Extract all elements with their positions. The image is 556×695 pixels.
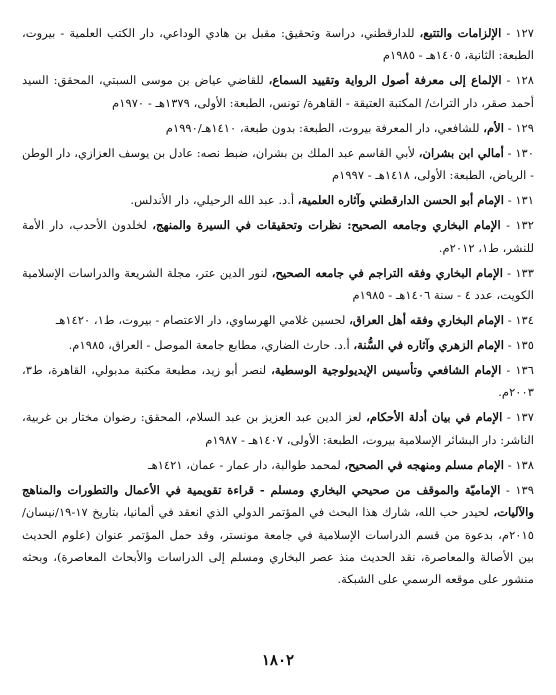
- bibliography-entry: ١٣٥ - الإمام الزهري وآثاره في السُّنة، أ.د. حارث الضاري، مطابع جامعة الموصل - العراق، ١٩٨٥م.: [68, 338, 534, 353]
- entry-number: ١٣٥: [515, 338, 534, 353]
- entry-title: الإماميّة والموقف من صحيحي البخاري ومسلم - قراءة تقويمية في الأعمال والتطورات والمناهج والآليات،: [22, 482, 534, 520]
- entry-title: الإمام البخاري وجامعه الصحيح: نظرات وتحقيقات في السيرة والمنهج،: [152, 218, 501, 233]
- entry-details: لحيدر حب الله، شارك هذا البحث في المؤتمر الدولي الذي انعقد في ألمانيا، بتاريخ ١٧-١٩/نيسان/٢٠١٥م، بدعوة من قسم الدراسات الإسلامية في جامعة مونستر، وقد حمل المؤتمر عنوان (علوم الحديث بين الأصالة والمعاصرة، نقد الحديث منذ عصر البخاري ومسلم إلى الدراسات والأبحاث المعاصرة)، وبحثه منشور على موقعه الرسمي على الشبكة.: [22, 505, 534, 587]
- entry-title: الأم،: [483, 120, 505, 135]
- entry-title: الإمام مسلم ومنهجه في الصحيح،: [344, 457, 505, 472]
- bibliography-entry: ١٣٦ - الإمام الشافعي وتأسيس الإيديولوجية الوسطية، لنصر أبو زيد، مطبعة مكتبة مدبولي، القاهرة، ط٣، ٢٠٠٣م.: [22, 363, 534, 400]
- entry-number: ١٢٨: [515, 73, 534, 88]
- entry-title: الإمام البخاري وفقه أهل العراق،: [349, 313, 505, 328]
- bibliography-entry: ١٣٨ - الإمام مسلم ومنهجه في الصحيح، لمحمد طوالبة، دار عمار - عمان، ١٤٢١هـ: [148, 457, 534, 472]
- entry-number: ١٣٤: [515, 313, 534, 328]
- entry-number: ١٣٣: [515, 265, 534, 280]
- bibliography-entry: ١٣١ - الإمام أبو الحسن الدارقطني وآثاره العلمية، أ.د. عبد الله الرحيلي، دار الأندلس.: [130, 193, 534, 208]
- bibliography-entry: ١٣٩ - الإماميّة والموقف من صحيحي البخاري ومسلم - قراءة تقويمية في الأعمال والتطورات والمناهج والآليات، لحيدر حب الله، شارك هذا البحث في المؤتمر الدولي الذي انعقد في ألمانيا، بتاريخ ١٧-١٩/نيسان/٢٠١٥م، بدعوة من قسم الدراسات الإسلامية في جامعة مونستر، وقد حمل المؤتمر عنوان (علوم الحديث بين الأصالة والمعاصرة، نقد الحديث منذ عصر البخاري ومسلم إلى الدراسات والأبحاث المعاصرة)، وبحثه منشور على موقعه الرسمي على الشبكة.: [22, 482, 534, 587]
- entry-number: ١٣٠: [515, 145, 535, 160]
- entry-details: أ.د. عبد الله الرحيلي، دار الأندلس.: [130, 193, 298, 208]
- entry-title: الإمام البخاري وفقه التراجم في جامعه الصحيح،: [271, 265, 503, 280]
- bibliography-entry: ١٣٢ - الإمام البخاري وجامعه الصحيح: نظرات وتحقيقات في السيرة والمنهج، لخلدون الأحدب، دار الأمة للنشر، ط١، ٢٠١٢م.: [22, 218, 535, 255]
- entry-title: الإمام أبو الحسن الدارقطني وآثاره العلمية،: [297, 193, 505, 208]
- entry-details: لخلدون الأحدب، دار الأمة للنشر، ط١، ٢٠١٢م.: [22, 218, 534, 255]
- entry-title: الإلماع إلى معرفة أصول الرواية وتقييد السماع،: [268, 73, 502, 88]
- entry-details: لنور الدين عتر، مجلة الشريعة والدراسات الإسلامية الكويت، عدد ٤ - سنة ١٤٠٦هـ - ١٩٨٥م: [22, 265, 534, 303]
- bibliography-entry: ١٣٤ - الإمام البخاري وفقه أهل العراق، لحسين غلامي الهرساوي، دار الاعتصام - بيروت، ط١، ١٤٢٠هـ: [55, 313, 534, 328]
- entry-details: لحسين غلامي الهرساوي، دار الاعتصام - بيروت، ط١، ١٤٢٠هـ: [55, 313, 350, 328]
- bibliography-entry: ١٣٧ - الإمام في بيان أدلة الأحكام، لعز الدين عبد العزيز بن عبد السلام، المحقق: رضوان مختار بن غربية، الناشر: دار البشائر الإسلامية بيروت، الطبعة: الأولى، ١٤٠٧هـ - ١٩٨٧م: [22, 410, 534, 447]
- entry-number: ١٣٦: [515, 363, 534, 378]
- entry-number: ١٣٢: [515, 218, 535, 233]
- entry-title: الإلزامات والتتبع،: [419, 26, 502, 40]
- bibliography-entry: ١٣٣ - الإمام البخاري وفقه التراجم في جامعه الصحيح، لنور الدين عتر، مجلة الشريعة والدراسات الإسلامية الكويت، عدد ٤ - سنة ١٤٠٦هـ - ١٩٨٥م: [22, 265, 534, 303]
- entry-number: ١٢٧: [515, 26, 534, 40]
- entry-title: الإمام في بيان أدلة الأحكام،: [366, 410, 503, 425]
- bibliography-list: [22, 22, 534, 591]
- entry-number: ١٣٩: [515, 482, 534, 497]
- entry-title: أمالي ابن بشران،: [418, 145, 504, 160]
- entry-title: الإمام الشافعي وتأسيس الإيديولوجية الوسطية،: [271, 363, 502, 378]
- entry-details: للدارقطني، دراسة وتحقيق: مقبل بن هادي الوداعي، دار الكتب العلمية - بيروت، الطبعة: الثانية، ١٤٠٥هـ - ١٩٨٥م: [22, 26, 534, 63]
- bibliography-entry: ١٣٠ - أمالي ابن بشران، لأبي القاسم عبد الملك بن بشران، ضبط نصه: عادل بن يوسف العزازي، دار الوطن - الرياض، الطبعة: الأولى، ١٤١٨هـ - ١٩٩٧م: [22, 145, 535, 183]
- entry-number: ١٢٩: [515, 120, 534, 135]
- entry-details: لنصر أبو زيد، مطبعة مكتبة مدبولي، القاهرة، ط٣، ٢٠٠٣م.: [22, 363, 534, 400]
- bibliography-entry: ١٢٨ - الإلماع إلى معرفة أصول الرواية وتقييد السماع، للقاضي عياض بن موسى السبتي، المحقق: السيد أحمد صقر، دار التراث/ المكتبة العتيقة - القاهرة/ تونس، الطبعة: الأولى، ١٣٧٩هـ - ١٩٧٠م: [22, 73, 534, 110]
- entry-title: الإمام الزهري وآثاره في السُّنة،: [353, 338, 505, 353]
- page-number: ١٨٠٢: [261, 651, 295, 669]
- entry-details: لمحمد طوالبة، دار عمار - عمان، ١٤٢١هـ: [148, 457, 345, 472]
- bibliography-entry: ١٢٧ - الإلزامات والتتبع، للدارقطني، دراسة وتحقيق: مقبل بن هادي الوداعي، دار الكتب العلمية - بيروت، الطبعة: الثانية، ١٤٠٥هـ - ١٩٨٥م: [22, 26, 534, 63]
- entry-details: للقاضي عياض بن موسى السبتي، المحقق: السيد أحمد صقر، دار التراث/ المكتبة العتيقة - القاهرة/ تونس، الطبعة: الأولى، ١٣٧٩هـ - ١٩٧٠م: [22, 73, 534, 110]
- entry-details: للشافعي، دار المعرفة بيروت، الطبعة: بدون طبعة، ١٤١٠هـ/١٩٩٠م: [165, 120, 484, 135]
- entry-details: لعز الدين عبد العزيز بن عبد السلام، المحقق: رضوان مختار بن غربية، الناشر: دار البشائر الإسلامية بيروت، الطبعة: الأولى، ١٤٠٧هـ - ١٩٨٧م: [22, 410, 534, 447]
- entry-details: أ.د. حارث الضاري، مطابع جامعة الموصل - العراق، ١٩٨٥م.: [68, 338, 354, 353]
- entry-details: لأبي القاسم عبد الملك بن بشران، ضبط نصه: عادل بن يوسف العزازي، دار الوطن - الرياض، الطبعة: الأولى، ١٤١٨هـ - ١٩٩٧م: [22, 145, 534, 183]
- entry-number: ١٣٧: [515, 410, 534, 425]
- bibliography-entry: ١٢٩ - الأم، للشافعي، دار المعرفة بيروت، الطبعة: بدون طبعة، ١٤١٠هـ/١٩٩٠م: [165, 120, 534, 135]
- entry-number: ١٣١: [515, 193, 534, 208]
- entry-number: ١٣٨: [515, 457, 534, 472]
